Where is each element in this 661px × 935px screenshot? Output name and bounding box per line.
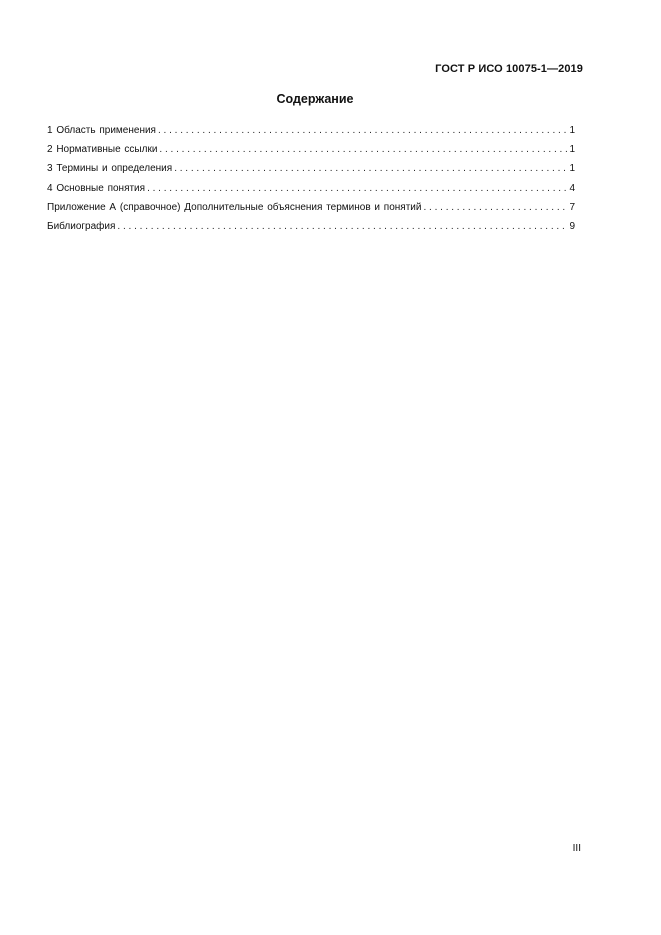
toc-entry-basic-concepts[interactable] (47, 179, 575, 198)
table-of-contents (47, 121, 575, 236)
toc-entry-scope[interactable] (47, 121, 575, 140)
toc-entry-page: 1 (569, 163, 575, 175)
toc-entry-label: Приложение А (справочное) Дополнительные объяснения терминов и понятий (47, 201, 422, 213)
toc-dot-leader (159, 140, 567, 159)
toc-entry-page: 4 (569, 182, 575, 194)
toc-dot-leader (117, 217, 567, 236)
toc-title: Содержание (276, 92, 354, 106)
toc-entry-page: 1 (569, 125, 575, 136)
toc-entry-label: Библиография (47, 220, 116, 232)
toc-entry-normative-references[interactable] (47, 140, 575, 159)
toc-entry-page: 7 (569, 201, 575, 213)
toc-entry-page: 9 (569, 220, 575, 232)
toc-entry-label: 2 Нормативные ссылки (47, 144, 158, 156)
toc-entry-label: 4 Основные понятия (47, 182, 146, 194)
toc-dot-leader (174, 159, 567, 178)
toc-entry-label: 3 Термины и определения (47, 163, 173, 175)
toc-dot-leader (423, 198, 567, 217)
toc-entry-appendix-a[interactable] (47, 198, 575, 217)
toc-entry-page: 1 (569, 144, 575, 156)
toc-entry-bibliography[interactable] (47, 217, 575, 236)
toc-entry-label: 1 Область применения (47, 125, 156, 136)
document-code: ГОСТ Р ИСО 10075-1—2019 (435, 63, 583, 75)
page-number: III (572, 843, 581, 854)
toc-dot-leader (147, 179, 567, 198)
toc-entry-terms-definitions[interactable] (47, 159, 575, 178)
toc-dot-leader (158, 121, 567, 140)
